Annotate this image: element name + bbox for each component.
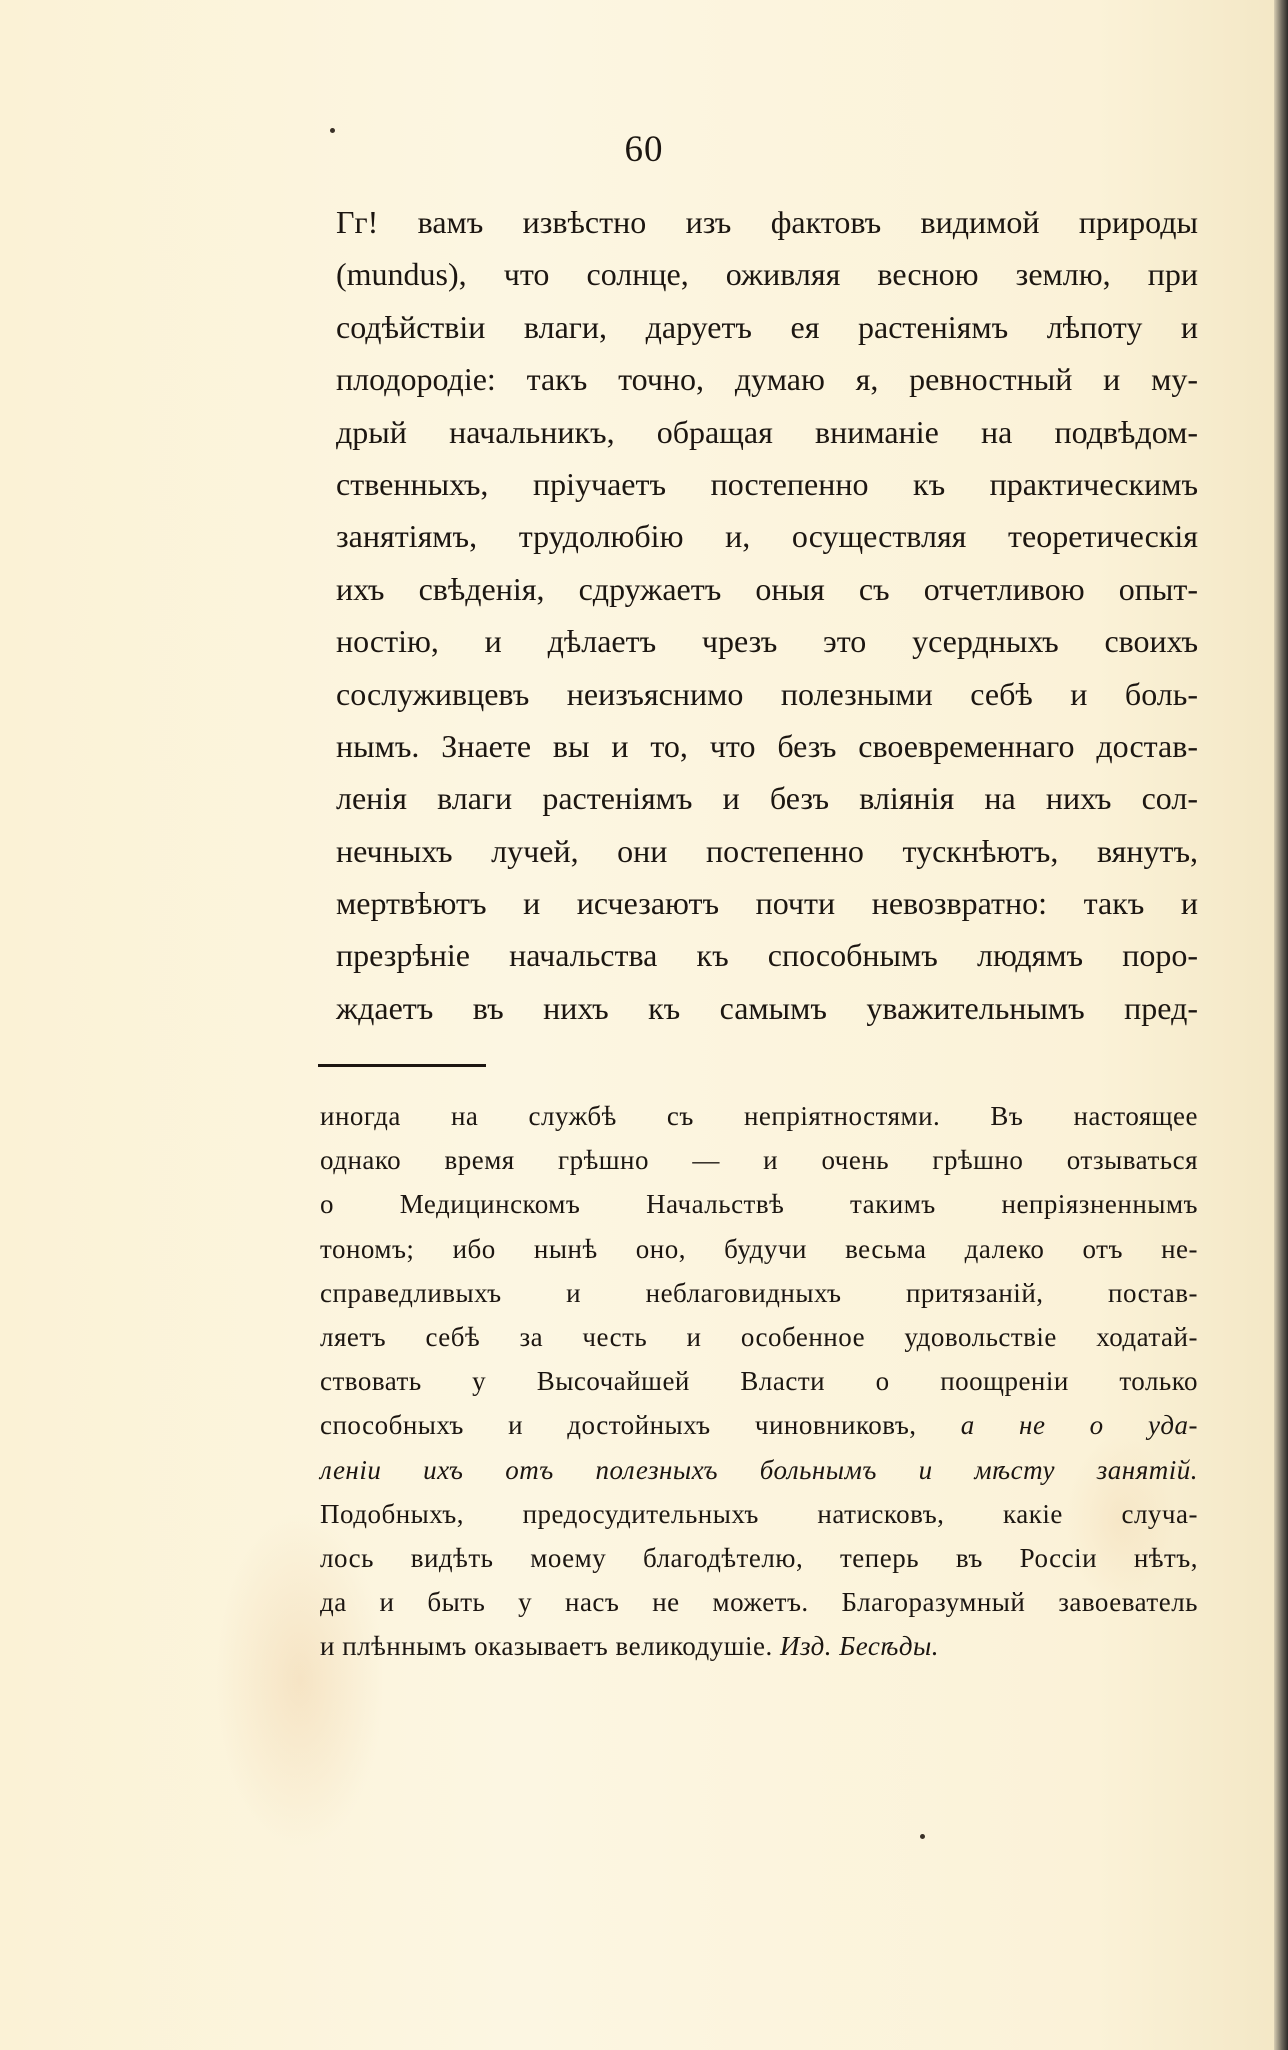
text-line: дрый начальникъ, обращая вниманіе на подвѣдом- <box>336 413 1198 450</box>
text-line: содѣйствіи влаги, даруетъ ея растеніямъ лѣпоту и <box>336 308 1198 345</box>
footnote <box>320 1094 1198 1668</box>
text-line: сослуживцевъ неизъяснимо полезными себѣ и боль- <box>336 675 1198 712</box>
italic-text: леніи ихъ отъ полезныхъ больнымъ и мѣсту занятій. <box>320 1454 1198 1485</box>
footnote-separator <box>318 1064 486 1067</box>
footnote-line: способныхъ и достойныхъ чиновниковъ, а не о уда- <box>320 1410 1198 1441</box>
footnote-source: Изд. Бесѣды. <box>779 1631 940 1662</box>
text-line: занятіямъ, трудолюбію и, осуществляя теоретическія <box>336 518 1198 555</box>
footnote-line: ляетъ себѣ за честь и особенное удовольствіе ходатай- <box>320 1321 1198 1352</box>
text-line: ностію, и дѣлаетъ чрезъ это усердныхъ своихъ <box>336 623 1198 660</box>
text-line: нымъ. Знаете вы и то, что безъ своевременнаго достав- <box>336 727 1198 764</box>
text-line: ленія влаги растеніямъ и безъ вліянія на нихъ сол- <box>336 780 1198 817</box>
footnote-line: иногда на службѣ съ непріятностями. Въ настоящее <box>320 1101 1198 1131</box>
ink-speck <box>920 1834 925 1839</box>
footnote-line: и плѣннымъ оказываетъ великодушіе. Изд. Бесѣды. <box>320 1631 940 1662</box>
footnote-line: справедливыхъ и неблаговидныхъ притязаній, постав- <box>320 1277 1198 1308</box>
footnote-line: тономъ; ибо нынѣ оно, будучи весьма далеко отъ не- <box>320 1233 1198 1264</box>
footnote-line: однако время грѣшно — и очень грѣшно отзываться <box>320 1145 1198 1176</box>
text-line: мертвѣютъ и исчезаютъ почти невозвратно: такъ и <box>336 885 1198 922</box>
text-line: ждаетъ въ нихъ къ самымъ уважительнымъ пред- <box>336 989 1198 1026</box>
text-line: плодородіе: такъ точно, думаю я, ревностный и му- <box>336 361 1198 398</box>
footnote-line: Подобныхъ, предосудительныхъ натисковъ, какіе случа- <box>320 1498 1198 1529</box>
text-line: нечныхъ лучей, они постепенно тускнѣютъ, вянутъ, <box>336 832 1198 869</box>
italic-text: а не о уда- <box>960 1410 1198 1441</box>
footnote-line <box>320 1448 1198 1492</box>
text-line: ихъ свѣденія, сдружаетъ оныя съ отчетливою опыт- <box>336 570 1198 607</box>
footnote-line: о Медицинскомъ Начальствѣ такимъ непріязненнымъ <box>320 1189 1198 1220</box>
footnote-line: лось видѣть моему благодѣтелю, теперь въ Россіи нѣтъ, <box>320 1542 1198 1573</box>
page-edge-shadow <box>1274 0 1288 2050</box>
text-line: ственныхъ, пріучаетъ постепенно къ практическимъ <box>336 465 1198 502</box>
text-line: презрѣніе начальства къ способнымъ людямъ поро- <box>336 937 1198 974</box>
main-text <box>336 196 1198 1034</box>
page-number: 60 <box>624 129 664 170</box>
footnote-line: ствовать у Высочайшей Власти о поощреніи только <box>320 1366 1198 1397</box>
text-line: (mundus), что солнце, оживляя весною землю, при <box>336 256 1198 293</box>
text-line: Гг! вамъ извѣстно изъ фактовъ видимой природы <box>336 204 1198 240</box>
footnote-line: да и быть у насъ не можетъ. Благоразумный завоеватель <box>320 1587 1198 1618</box>
